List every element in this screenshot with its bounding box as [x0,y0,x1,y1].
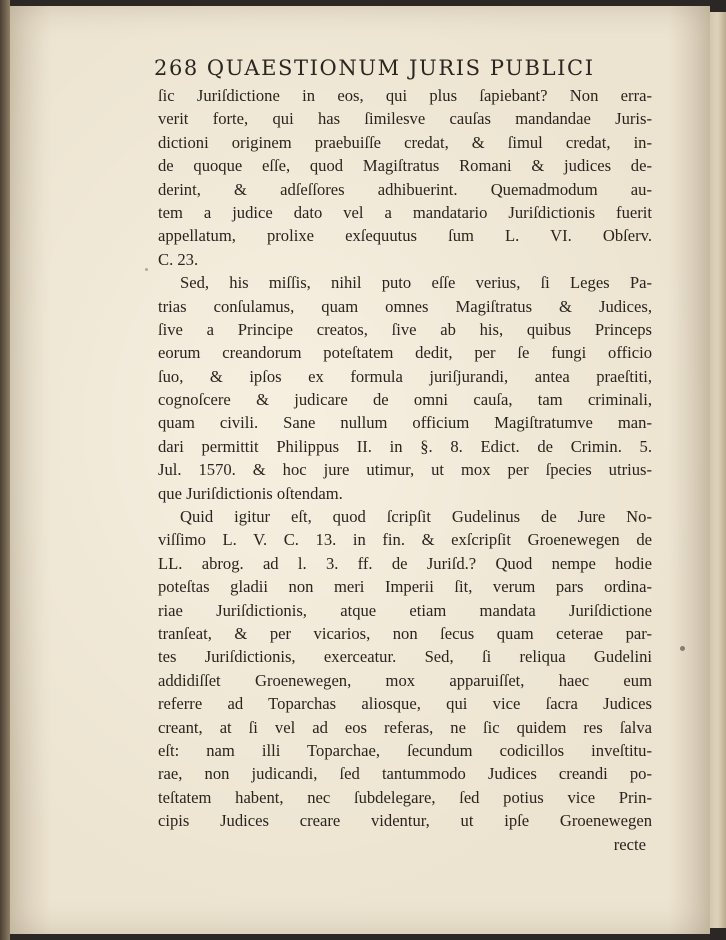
text-line: ſive a Principe creatos, ſive ab his, quibus Princeps [158,319,652,339]
text-line: referre ad Toparchas aliosque, qui vice ſacra Judices [158,694,652,714]
running-title: QUAESTIONUM JURIS PUBLICI [206,56,595,80]
binding-edge [0,0,10,940]
text-line: derint, & adſeſſores adhibuerint. Quemadmodum au- [158,179,652,199]
text-line: tes Juriſdictionis, exerceatur. Sed, ſi reliqua Gudelini [158,647,652,667]
page-text [158,84,652,856]
catchword: recte [613,834,646,854]
text-line: addidiſſet Groenewegen, mox apparuiſſet, haec eum [158,670,652,690]
text-line: que Juriſdictionis oſtendam. [158,483,343,503]
text-line: Jul. 1570. & hoc jure utimur, ut mox per ſpecies utrius- [158,460,652,480]
text-line: riae Juriſdictionis, atque etiam mandata Juriſdictione [158,600,652,620]
page-number: 268 [154,56,199,80]
text-line: rae, non judicandi, ſed tantummodo Judices creandi po- [158,764,652,784]
text-line: poteſtas gladii non meri Imperii ſit, verum pars ordina- [158,577,652,597]
text-line: eorum creandorum poteſtatem dedit, per ſe fungi officio [158,343,652,363]
running-header [154,56,624,86]
text-line: viſſimo L. V. C. 13. in fin. & exſcripſit Groenewegen de [158,530,652,550]
text-line: cognoſcere & judicare de omni cauſa, tam criminali, [158,390,652,410]
text-line: cipis Judices creare videntur, ut ipſe Groenewegen [158,811,652,831]
paragraph-start-line: Quid igitur eſt, quod ſcripſit Gudelinus de Jure No- [180,507,652,527]
text-line: eſt: nam illi Toparchae, ſecundum codicillos inveſtitu- [158,740,652,760]
text-line: de quoque eſſe, quod Magiſtratus Romani & judices de- [158,156,652,176]
text-line: dari permittit Philippus II. in §. 8. Edict. de Crimin. 5. [158,436,652,456]
ink-spot [145,268,148,271]
text-line: tranſeat, & per vicarios, non ſecus quam ceterae par- [158,623,652,643]
text-line: LL. abrog. ad l. 3. ff. de Juriſd.? Quod nempe hodie [158,553,652,573]
text-line: quam civili. Sane nullum officium Magiſtratumve man- [158,413,652,433]
text-line: creant, at ſi vel ad eos referas, ne ſic quidem res ſalva [158,717,652,737]
text-line: trias conſulamus, quam omnes Magiſtratus & Judices, [158,296,652,316]
text-line: ſic Juriſdictione in eos, qui plus ſapiebant? Non erra- [158,86,652,105]
text-line: C. 23. [158,249,199,269]
text-line: verit forte, qui has ſimilesve cauſas mandandae Juris- [158,109,652,129]
text-line: appellatum, prolixe exſequutus ſum L. VI. Obſerv. [158,226,652,246]
paragraph-start-line: Sed, his miſſis, nihil puto eſſe verius, ſi Leges Pa- [180,273,652,293]
text-line: tem a judice dato vel a mandatario Juriſdictionis fuerit [158,202,652,222]
text-line: dictioni originem praebuiſſe credat, & ſimul credat, in- [158,132,652,152]
text-line: ſuo, & ipſos ex formula juriſjurandi, antea praeſtiti, [158,366,652,386]
text-line: teſtatem habent, nec ſubdelegare, ſed potius vice Prin- [158,787,652,807]
ink-spot [680,646,685,651]
